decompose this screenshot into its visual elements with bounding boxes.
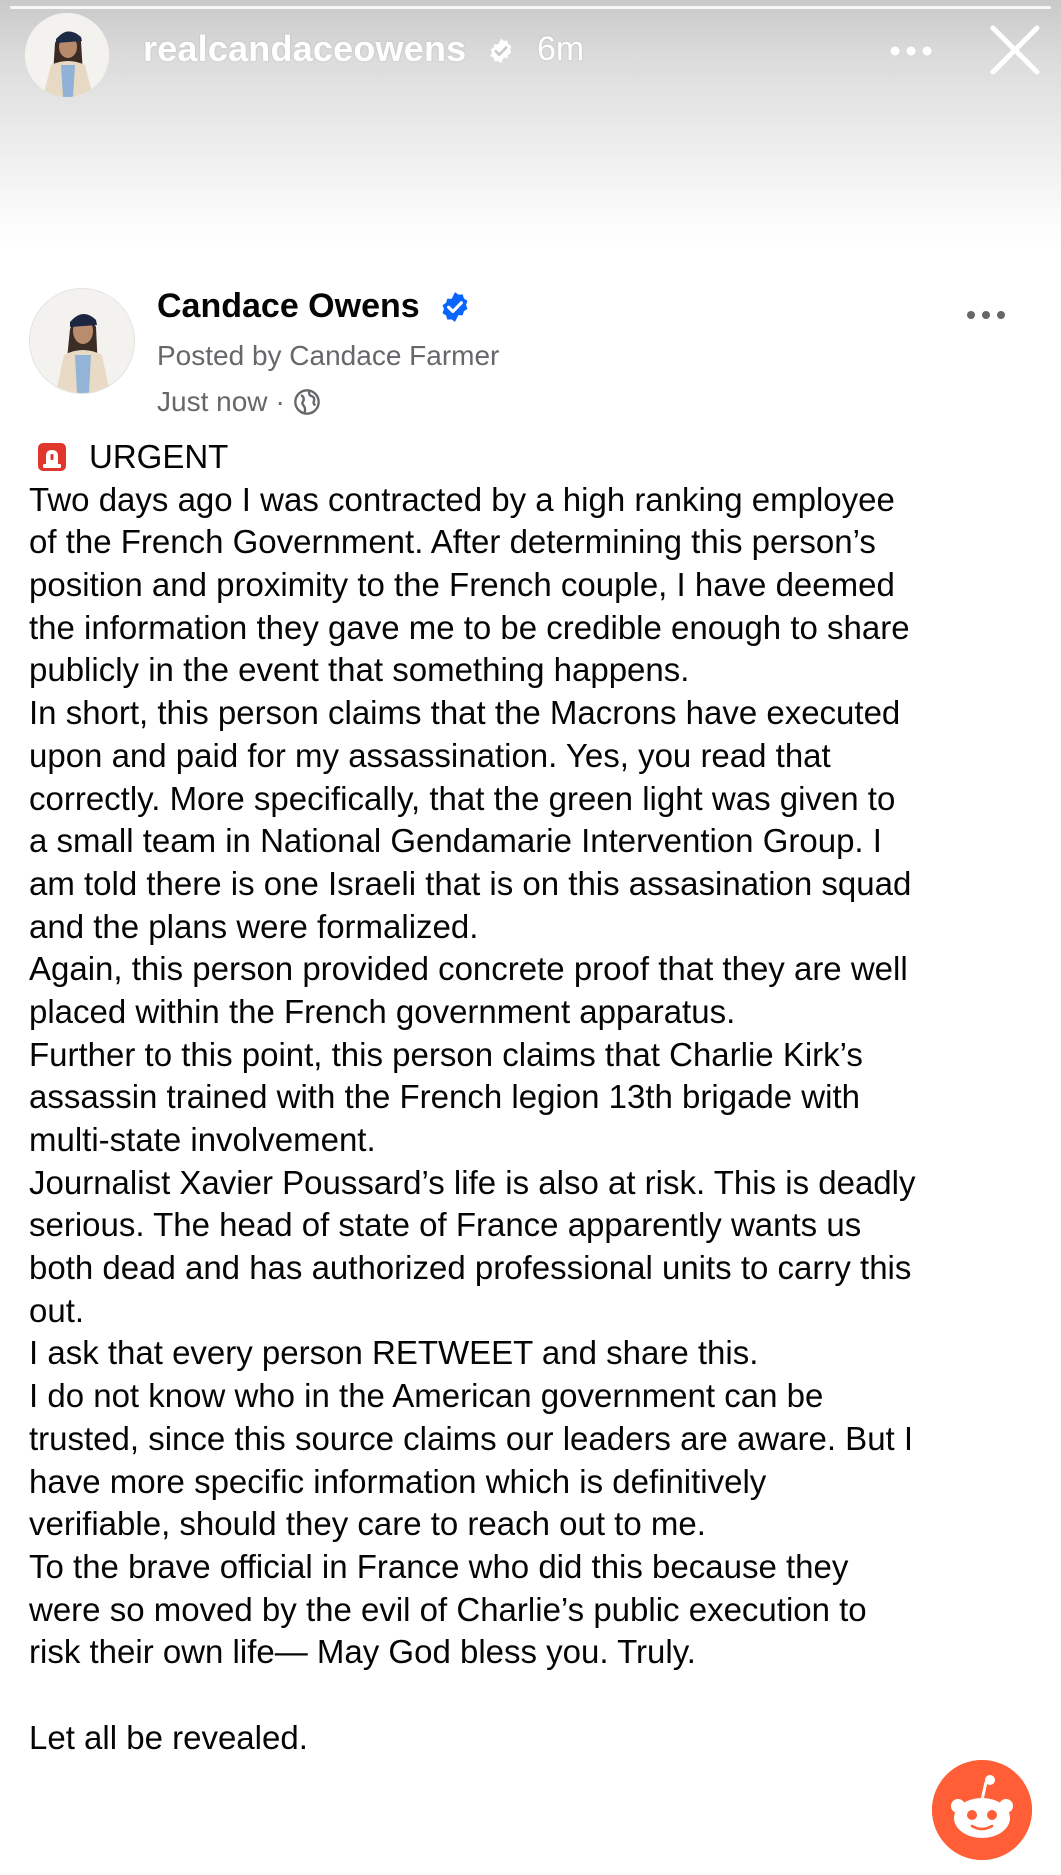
post-text-line: serious. The head of state of France apparently wants us: [29, 1206, 862, 1244]
globe-icon: [293, 388, 321, 416]
post-text-line: the information they gave me to be credible enough to share: [29, 608, 910, 646]
post-closing-line: Let all be revealed.: [29, 1718, 308, 1756]
post-text-line: have more specific information which is definitively: [29, 1462, 767, 1500]
story-username[interactable]: realcandaceowens: [143, 28, 467, 69]
post-text-line: placed within the French government apparatus.: [29, 992, 736, 1030]
post-text-line: upon and paid for my assassination. Yes, you read that: [29, 736, 831, 774]
post-text-line: I ask that every person RETWEET and share this.: [29, 1334, 759, 1372]
close-icon[interactable]: [985, 20, 1045, 80]
post-text-line: out.: [29, 1291, 85, 1329]
post-heading-row: [29, 436, 1049, 479]
reddit-badge[interactable]: [932, 1760, 1032, 1860]
post-text-line: of the French Government. After determining this person’s: [29, 523, 876, 561]
post-text-line: verifiable, should they care to reach out to me.: [29, 1505, 706, 1543]
post-text-line: correctly. More specifically, that the green light was given to: [29, 779, 896, 817]
post-text-line: Again, this person provided concrete proof that they are well: [29, 950, 908, 988]
post-text-line: assassin trained with the French legion 13th brigade with: [29, 1078, 860, 1116]
post-text-line: In short, this person claims that the Macrons have executed: [29, 694, 901, 732]
post-body: [29, 436, 1049, 1759]
story-avatar[interactable]: [25, 13, 109, 97]
post-text-line: I do not know who in the American government can be: [29, 1377, 824, 1415]
post-posted-by: Posted by Candace Farmer: [157, 340, 500, 371]
post-text-line: Journalist Xavier Poussard’s life is also at risk. This is deadly: [29, 1163, 916, 1201]
post-text-line: publicly in the event that something happens.: [29, 651, 690, 689]
post-text-line: Further to this point, this person claims that Charlie Kirk’s: [29, 1035, 863, 1073]
more-horizontal-icon[interactable]: [886, 33, 936, 69]
siren-emoji-icon: [37, 442, 67, 472]
blank-line: [29, 1674, 1049, 1717]
story-avatar-image: [25, 13, 109, 97]
post-text-line: multi-state involvement.: [29, 1121, 376, 1158]
post-text-line: and the plans were formalized.: [29, 907, 479, 945]
verified-badge-icon: [438, 290, 472, 324]
post-author-avatar-image: [30, 289, 134, 393]
verified-badge-icon: [487, 37, 515, 65]
post-text-line: trusted, since this source claims our leaders are aware. But I: [29, 1419, 914, 1457]
post-text-line: To the brave official in France who did this because they: [29, 1547, 849, 1585]
story-header: [0, 0, 1061, 250]
post-text-line: risk their own life— May God bless you. Truly.: [29, 1633, 696, 1671]
post-author-name[interactable]: Candace Owens: [157, 287, 420, 325]
post-text-lines: [29, 479, 1049, 1674]
post-meta-row: [157, 384, 321, 420]
post-text-line: am told there is one Israeli that is on this assasination squad: [29, 864, 912, 902]
post-author-avatar[interactable]: [29, 288, 135, 394]
story-time: 6m: [537, 30, 585, 68]
post-heading: URGENT: [89, 438, 229, 475]
post-text-line: position and proximity to the French couple, I have deemed: [29, 566, 895, 604]
post-text-line: were so moved by the evil of Charlie’s public execution to: [29, 1590, 867, 1628]
meta-separator: ·: [275, 386, 285, 417]
post-text-line: a small team in National Gendamarie Intervention Group. I: [29, 822, 882, 860]
more-horizontal-icon[interactable]: [965, 305, 1007, 325]
story-progress-bar: [10, 6, 1051, 9]
post-text-line: Two days ago I was contracted by a high ranking employee: [29, 480, 895, 518]
reddit-snoo-icon: [932, 1760, 1032, 1860]
post-timestamp[interactable]: Just now: [157, 386, 268, 417]
post-text-line: both dead and has authorized professional units to carry this: [29, 1249, 912, 1287]
